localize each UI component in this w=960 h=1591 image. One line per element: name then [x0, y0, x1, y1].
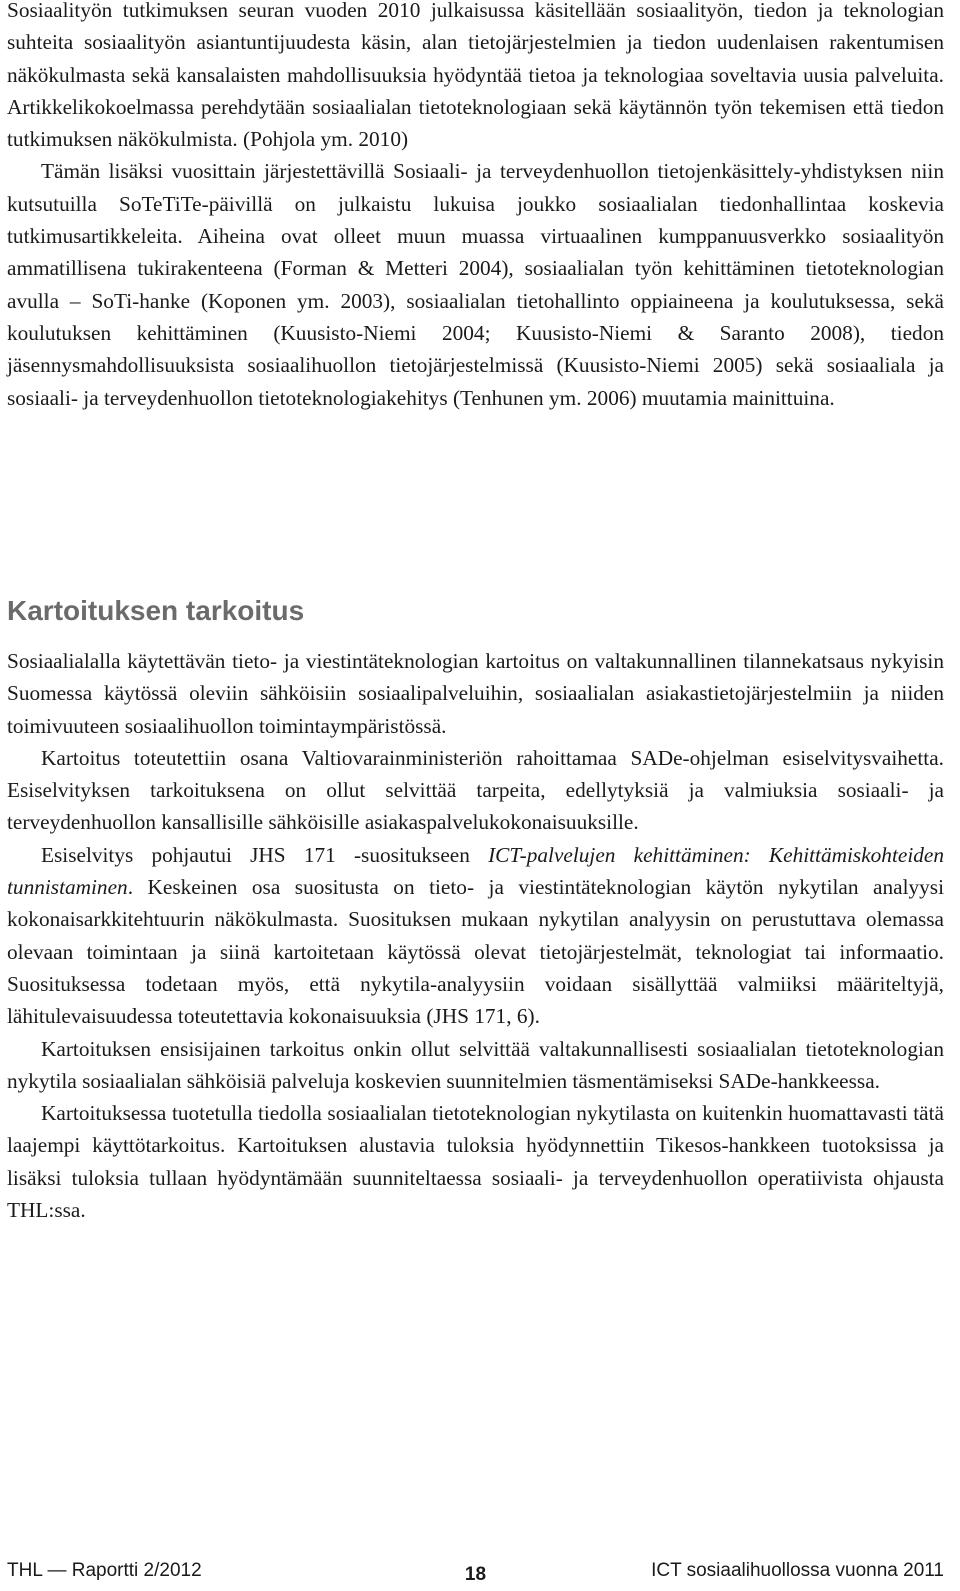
footer-report-name: THL — Raportti 2/2012: [7, 1560, 202, 1581]
paragraph: Kartoituksessa tuotetulla tiedolla sosiaalialan tietoteknologian nykytilasta on kuitenkin huomattavasti tätä laajempi käyttötarkoitus. Kartoituksen alustavia tuloksia hyödynnettiin Tikesos-hankkeen tuotoksissa ja lisäksi tuloksia tullaan hyödyntämään suunniteltaessa sosiaali- ja terveydenhuollon operatiivista ohjausta THL:ssa.: [7, 1101, 944, 1223]
paragraph: Kartoituksen ensisijainen tarkoitus onkin ollut selvittää valtakunnallisesti sosiaalialan tietoteknologian nykytila sosiaalialan sähköisiä palveluja koskevien suunnitelmien täsmentämiseksi SADe-hankkeessa.: [7, 1036, 944, 1093]
intro-section: [7, 0, 944, 414]
page-footer: [7, 1560, 944, 1590]
paragraph: Sosiaalialalla käytettävän tieto- ja viestintäteknologian kartoitus on valtakunnallinen tilannekatsaus nykyisin Suomessa käytössä oleviin sähköisiin sosiaalipalveluihin, sosiaalialan asiakastietojärjestelmiin ja niiden toimivuuteen sosiaalihuollon toimintaympäristössä.: [7, 649, 944, 738]
paragraph: Kartoitus toteutettiin osana Valtiovarainministeriön rahoittamaa SADe-ohjelman esiselvitysvaihetta. Esiselvityksen tarkoituksena on ollut selvittää tarpeita, edellytyksiä ja valmiuksia sosiaali- ja terveydenhuollon kansallisille sähköisille asiakaspalvelukokonaisuuksille.: [7, 745, 944, 835]
purpose-section: [7, 645, 944, 1226]
footer-publication-title: ICT sosiaalihuollossa vuonna 2011: [651, 1560, 944, 1581]
paragraph: Sosiaalityön tutkimuksen seuran vuoden 2010 julkaisussa käsitellään sosiaalityön, tiedon ja teknologian suhteita sosiaalityön asiantuntijuudesta käsin, alan tietojärjestelmien ja tiedon uudenlaisen rakentumisen näkökulmasta sekä kansalaisten mahdollisuuksia hyödyntää tietoa ja teknologiaa soveltavia uusia palveluita. Artikkelikokoelmassa perehdytään sosiaalialan tietoteknologiaan sekä käytännön työn tekemisen että tiedon tutkimuksen näkökulmista. (Pohjola ym. 2010): [7, 0, 944, 152]
paragraph-text: Esiselvitys pohjautui JHS 171 -suositukseen: [41, 842, 489, 867]
paragraph: [7, 839, 944, 1033]
paragraph-text: . Keskeinen osa suositusta on tieto- ja viestintäteknologian käytön nykytilan analyysi kokonaisarkkitehtuurin näkökulmasta. Suosituksen mukaan nykytilan analyysin on perustuttava olemassa olevaan toimintaan ja siinä kartoitetaan käytössä olevat tietojärjestelmät, teknologiat tai informaatio. Suosituksessa todetaan myös, että nykytila-analyysiin voidaan sisällyttää valmiiksi määriteltyjä, lähitulevaisuudessa toteutettavia kokonaisuuksia (JHS 171, 6).: [7, 875, 944, 1029]
paragraph: Tämän lisäksi vuosittain järjestettävillä Sosiaali- ja terveydenhuollon tietojenkäsittely-yhdistyksen niin kutsutuilla SoTeTiTe-päivillä on julkaistu lukuisa joukko sosiaalialan tiedonhallintaa koskevia tutkimusartikkeleita. Aiheina ovat olleet muun muassa virtuaalinen kumppanuusverkko sosiaalityön ammatillisena tukirakenteena (Forman & Metteri 2004), sosiaalialan työn kehittäminen tietoteknologian avulla – SoTi-hanke (Koponen ym. 2003), sosiaalialan tietohallinto oppiaineena ja koulutuksessa, sekä koulutuksen kehittäminen (Kuusisto-Niemi 2004; Kuusisto-Niemi & Saranto 2008), tiedon jäsennysmahdollisuuksista sosiaalihuollon tietojärjestelmissä (Kuusisto-Niemi 2005) sekä sosiaaliala ja sosiaali- ja terveydenhuollon tietoteknologiakehitys (Tenhunen ym. 2006) muutamia mainittuina.: [7, 159, 944, 410]
recommendation-title: ICT-palvelujen kehittäminen: Kehittämiskohteiden tunnistaminen: [7, 842, 944, 900]
page-number: 18: [464, 1564, 487, 1585]
section-heading: Kartoituksen tarkoitus: [7, 595, 305, 626]
